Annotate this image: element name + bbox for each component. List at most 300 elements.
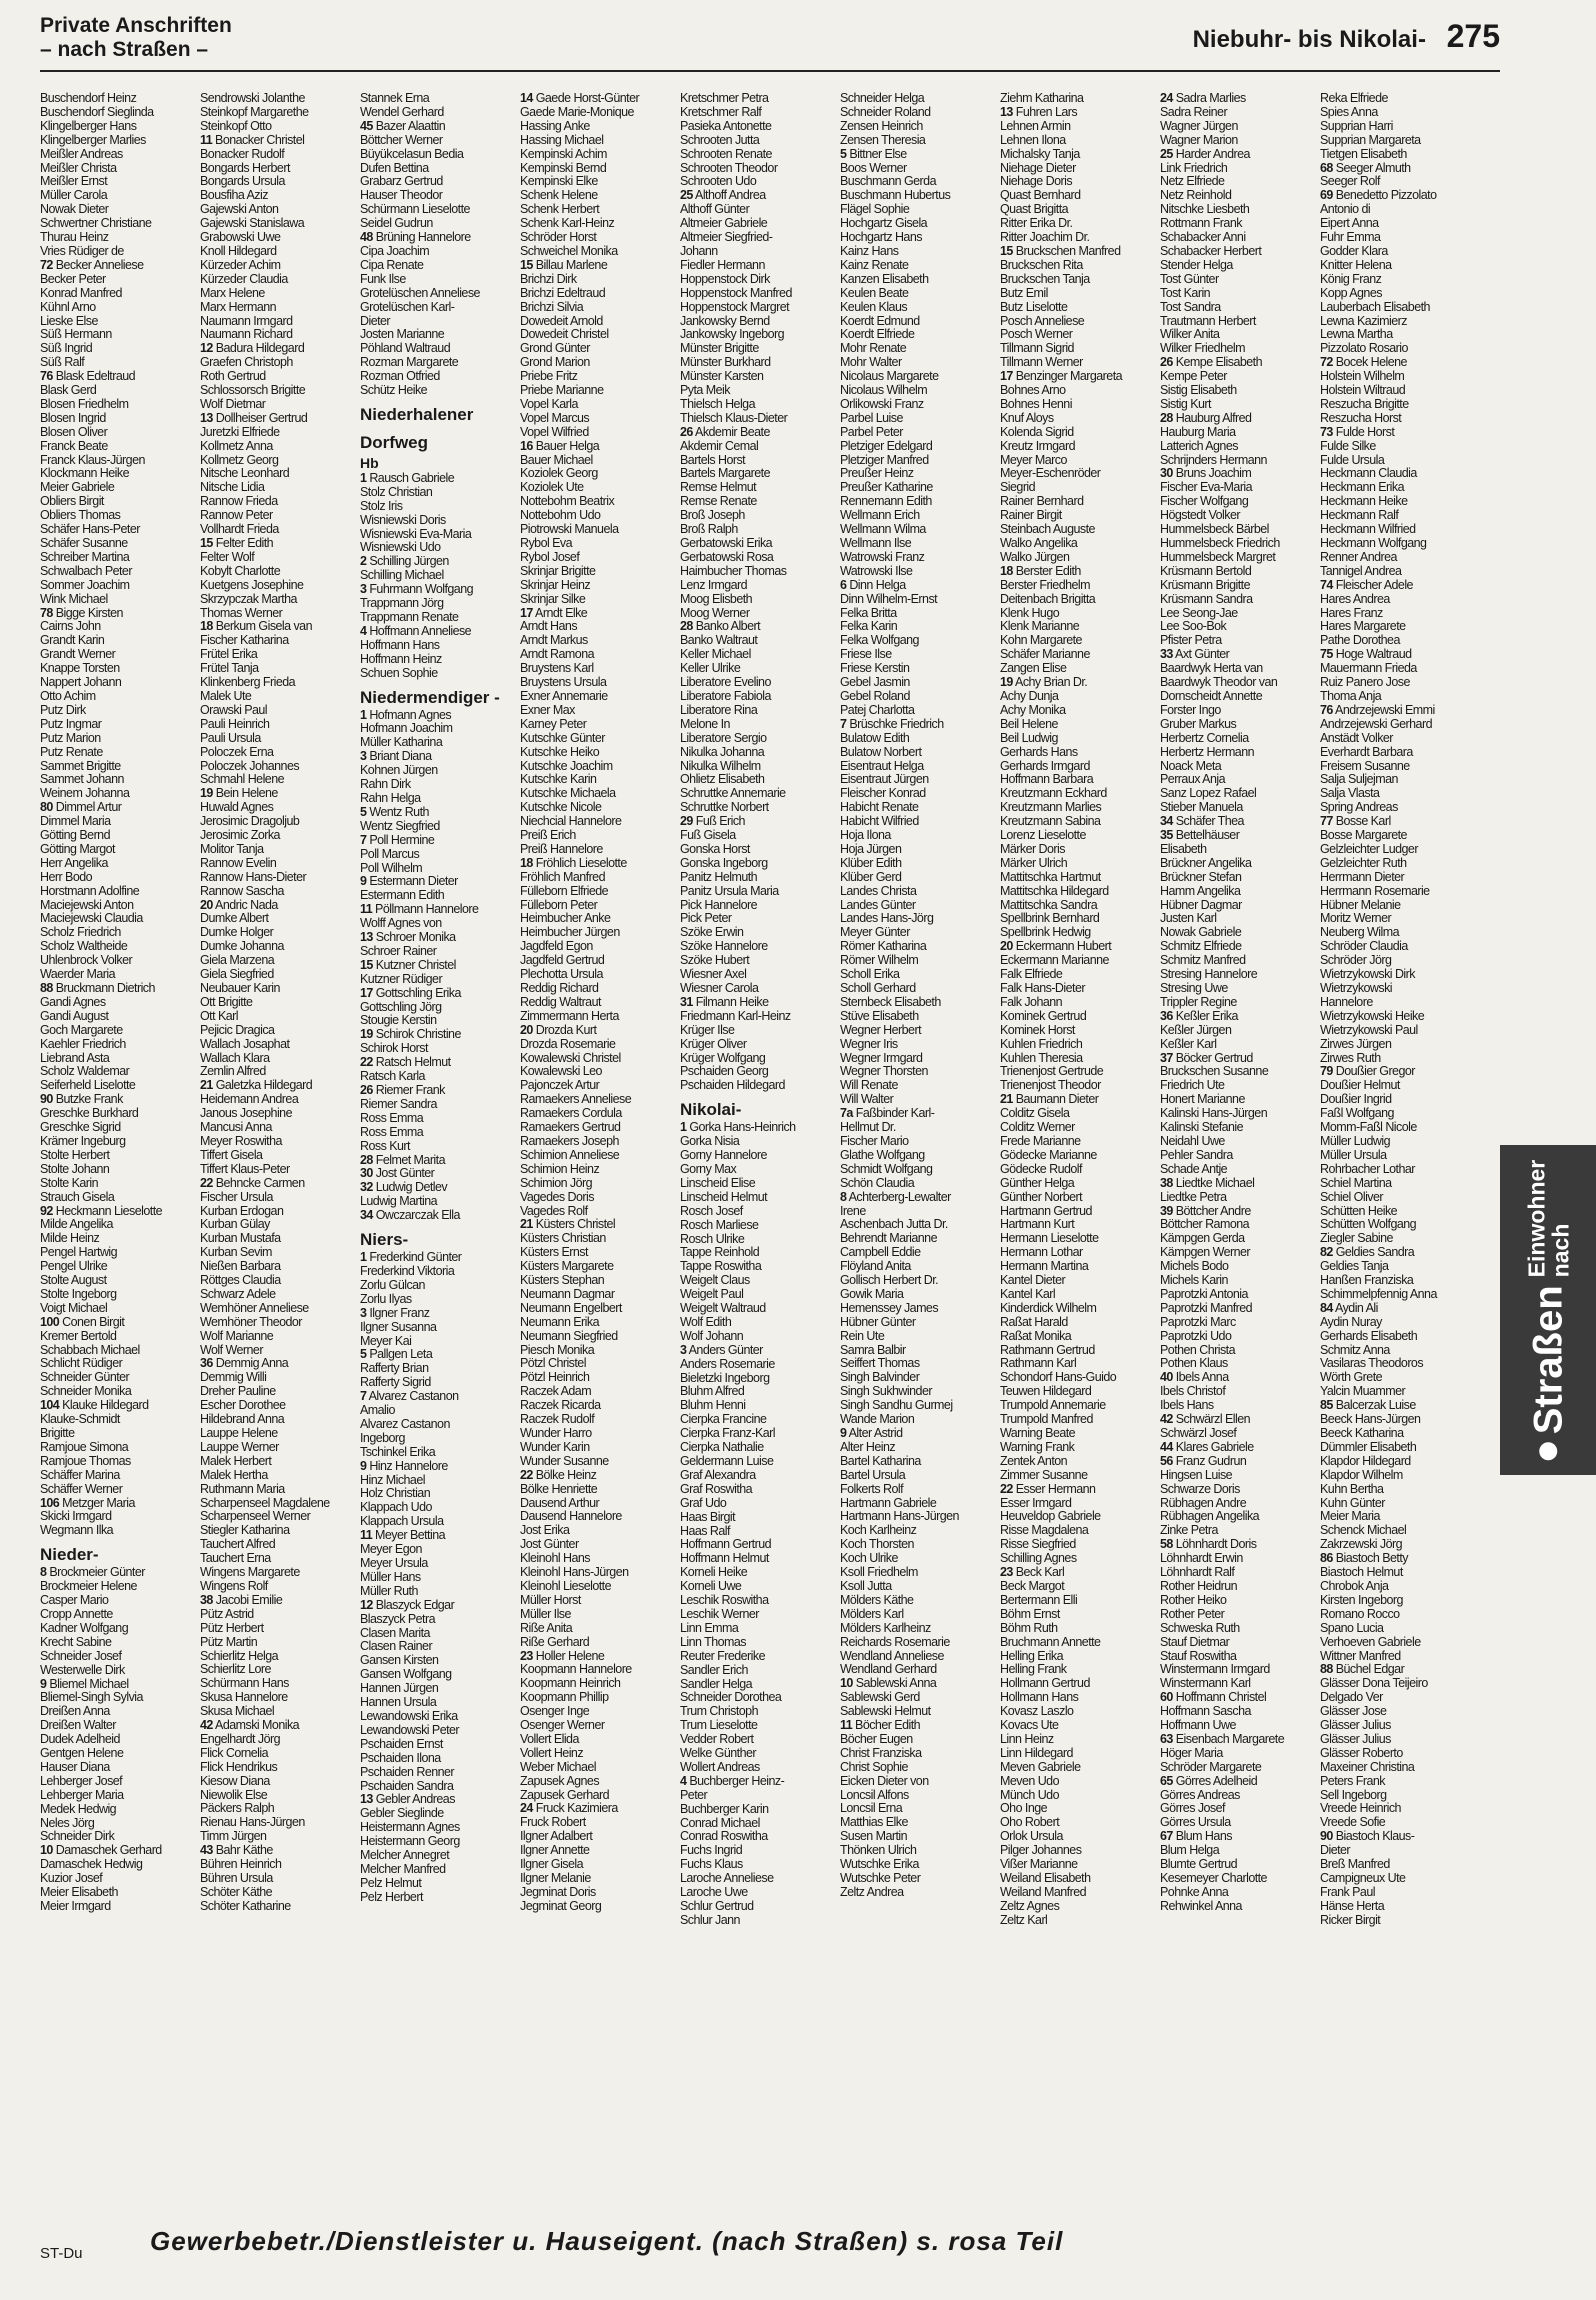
list-item: Hoppenstock Margret xyxy=(680,299,790,314)
list-item: Skrinjar Silke xyxy=(520,591,586,606)
list-item: Wendland Gerhard xyxy=(840,1662,937,1677)
house-number: 15 xyxy=(360,957,373,972)
list-item: Lauppe Helene xyxy=(200,1426,278,1440)
list-item: Schwarze Doris xyxy=(1160,1481,1240,1496)
list-item: Wiesner Carola xyxy=(680,981,759,995)
street-heading: Nikolai- xyxy=(680,1100,742,1120)
list-item: Buschendorf Sieglinda xyxy=(40,104,154,119)
list-item: Thomas Werner xyxy=(200,605,283,620)
list-item: Gelzleichter Ruth xyxy=(1320,855,1407,870)
list-item: Wolf Marianne xyxy=(200,1328,274,1343)
list-item: Süß Ingrid xyxy=(40,341,93,356)
list-item: Meyer-Eschenröder xyxy=(1000,466,1101,481)
list-item: Zeltz Karl xyxy=(1000,1912,1048,1927)
list-item: Stauf Roswitha xyxy=(1160,1648,1237,1663)
list-item: 22 Esser Hermann xyxy=(1000,1481,1096,1496)
list-item: Alter Heinz xyxy=(840,1439,896,1454)
list-item: Giela Marzena xyxy=(200,953,275,968)
list-item: 26 Riemer Frank xyxy=(360,1083,445,1097)
list-item: Seeger Rolf xyxy=(1320,174,1380,189)
list-item: Moritz Werner xyxy=(1320,911,1392,926)
list-item: 12 Blaszyck Edgar xyxy=(360,1597,455,1612)
list-item: Fulde Ursula xyxy=(1320,452,1385,467)
list-item: Ott Karl xyxy=(200,1008,238,1023)
house-number: 3 xyxy=(360,582,367,597)
list-item: Naumann Irmgard xyxy=(200,313,293,328)
list-item: Conrad Roswitha xyxy=(680,1829,768,1844)
list-item: Koziolek Georg xyxy=(520,466,598,481)
list-item: 19 Achy Brian Dr. xyxy=(1000,675,1088,690)
list-item: 3 Anders Günter xyxy=(680,1342,763,1357)
list-item: Meier Elisabeth xyxy=(40,1885,118,1900)
list-item: Hummelsbeck Bärbel xyxy=(1160,522,1269,537)
list-item: 36 Demmig Anna xyxy=(200,1356,289,1371)
list-item: 13 Schroer Monika xyxy=(360,930,456,945)
list-item: Grandt Werner xyxy=(40,647,116,662)
list-item: Conrad Michael xyxy=(680,1815,760,1830)
page-number: 275 xyxy=(1446,18,1500,54)
list-item: Gruber Markus xyxy=(1160,716,1237,731)
list-item: Weiland Manfred xyxy=(1000,1884,1087,1899)
house-number: 22 xyxy=(360,1055,373,1070)
list-item: Pschaiden Sandra xyxy=(360,1778,454,1793)
list-item: Vollert Heinz xyxy=(520,1745,584,1760)
list-item: Matthias Elke xyxy=(840,1815,908,1830)
list-item: 18 Berster Edith xyxy=(1000,563,1081,578)
list-item: Falk Hans-Dieter xyxy=(1000,981,1085,995)
list-item: Münster Brigitte xyxy=(680,341,759,356)
list-item: Mölders Karlheinz xyxy=(840,1620,931,1635)
list-item: Weigelt Paul xyxy=(680,1287,744,1302)
list-item: Preiß Hannelore xyxy=(520,841,603,856)
list-item: Beil Ludwig xyxy=(1000,730,1058,745)
list-item: Bölke Henriette xyxy=(520,1481,598,1496)
list-item: Oho Inge xyxy=(1000,1801,1048,1816)
street-heading: Nieder- xyxy=(40,1545,99,1565)
list-item: 79 Doußier Gregor xyxy=(1320,1064,1415,1079)
list-item: Eipert Anna xyxy=(1320,216,1379,231)
list-item: Klockmann Heike xyxy=(40,466,130,481)
list-item: Görres Josef xyxy=(1160,1801,1225,1816)
list-item: Kremer Bertold xyxy=(40,1328,117,1343)
list-item: Görres Andreas xyxy=(1160,1787,1240,1802)
list-item: Wunder Karin xyxy=(520,1439,590,1454)
list-item: Pohnke Anna xyxy=(1160,1884,1229,1899)
list-item: 67 Blum Hans xyxy=(1160,1829,1232,1844)
list-item: Kempinski Bernd xyxy=(520,160,607,175)
list-item: Wörth Grete xyxy=(1320,1370,1383,1385)
house-number: 26 xyxy=(680,424,693,439)
list-item: Wellmann Wilma xyxy=(840,522,926,537)
list-item: Wendland Anneliese xyxy=(840,1648,944,1663)
list-item: Sadra Reiner xyxy=(1160,104,1228,119)
list-item: Fülleborn Peter xyxy=(520,897,598,912)
list-item: Broß Joseph xyxy=(680,508,745,523)
list-item: Klappach Ursula xyxy=(360,1514,444,1529)
house-number: 11 xyxy=(840,1718,853,1733)
list-item: Johann xyxy=(680,243,718,258)
list-item: 22 Ratsch Helmut xyxy=(360,1055,451,1070)
list-item: Koch Thorsten xyxy=(840,1537,914,1552)
list-item: Koch Karlheinz xyxy=(840,1523,917,1538)
house-number: 9 xyxy=(840,1426,847,1440)
house-number: 86 xyxy=(1320,1551,1333,1566)
list-item: Trautmann Herbert xyxy=(1160,313,1256,328)
list-item: Schreiber Martina xyxy=(40,549,130,564)
list-item: Piesch Monika xyxy=(520,1342,595,1357)
list-item: 80 Dimmel Artur xyxy=(40,800,122,815)
list-item: Rathmann Gertrud xyxy=(1000,1342,1095,1357)
list-item: Hares Margarete xyxy=(1320,619,1406,634)
list-item: Gonska Horst xyxy=(680,841,750,856)
list-item: Müller Ludwig xyxy=(1320,1133,1390,1148)
list-item: Boos Werner xyxy=(840,160,907,175)
list-item: Folkerts Rolf xyxy=(840,1481,904,1496)
list-item: Lehberger Josef xyxy=(40,1773,123,1788)
list-item: Priebe Fritz xyxy=(520,369,578,384)
list-item: Holz Christian xyxy=(360,1486,431,1501)
list-item: Ricker Birgit xyxy=(1320,1912,1381,1927)
house-number: 63 xyxy=(1160,1731,1173,1746)
list-item: Warning Frank xyxy=(1000,1439,1075,1454)
list-item: Cropp Annette xyxy=(40,1606,113,1621)
list-item: Nottebohm Beatrix xyxy=(520,494,615,509)
list-item: 100 Conen Birgit xyxy=(40,1314,125,1329)
list-item: Wolf Dietmar xyxy=(200,396,266,411)
list-item: Gorny Hannelore xyxy=(680,1148,767,1163)
list-item: Günther Helga xyxy=(1000,1175,1075,1190)
list-item: Pauli Ursula xyxy=(200,730,261,745)
house-number: 38 xyxy=(1160,1175,1173,1190)
list-item: 12 Badura Hildegard xyxy=(200,341,305,356)
section-tab-line2: nach xyxy=(1547,1223,1573,1278)
list-item: Lee Seong-Jae xyxy=(1160,605,1238,620)
list-item: Salja Vlasta xyxy=(1320,786,1380,801)
list-item: Butz Emil xyxy=(1000,285,1048,300)
list-item: Kutzner Rüdiger xyxy=(360,971,443,986)
list-item: 86 Biastoch Betty xyxy=(1320,1551,1408,1566)
list-item: Michels Karin xyxy=(1160,1273,1228,1288)
list-item: Huwald Agnes xyxy=(200,800,274,815)
list-item: Wunder Susanne xyxy=(520,1453,609,1468)
list-item: Beeck Katharina xyxy=(1320,1426,1404,1440)
list-item: Neuberg Wilma xyxy=(1320,925,1399,940)
list-item: Schierlitz Lore xyxy=(200,1662,271,1677)
list-item: Krüsmann Bertold xyxy=(1160,563,1252,578)
house-number: 90 xyxy=(40,1092,53,1107)
list-item: Linn Heinz xyxy=(1000,1731,1054,1746)
list-item: Christ Sophie xyxy=(840,1759,908,1774)
list-item: Maciejewski Anton xyxy=(40,897,134,912)
list-item: Helling Frank xyxy=(1000,1662,1067,1677)
header-range xyxy=(1193,18,1500,55)
list-item: Pütz Herbert xyxy=(200,1620,264,1635)
list-item: Exner Max xyxy=(520,702,575,717)
list-item: Schröder Claudia xyxy=(1320,939,1408,954)
house-number: 100 xyxy=(40,1314,60,1329)
list-item: Hares Andrea xyxy=(1320,591,1390,606)
list-item: Schürmann Hans xyxy=(200,1676,289,1691)
list-item: Bluhm Henni xyxy=(680,1398,746,1413)
list-item: 74 Fleischer Adele xyxy=(1320,577,1413,592)
list-item: Kuzior Josef xyxy=(40,1871,103,1886)
list-item: Frederkind Viktoria xyxy=(360,1263,455,1278)
list-item: Wolf Johann xyxy=(680,1328,744,1343)
list-item: Keßler Karl xyxy=(1160,1036,1217,1051)
list-item: Blaszyck Petra xyxy=(360,1611,435,1626)
list-item: 88 Büchel Edgar xyxy=(1320,1662,1405,1677)
house-number: 36 xyxy=(1160,1008,1173,1023)
list-item: Tiffert Gisela xyxy=(200,1147,263,1162)
list-item: Lieske Else xyxy=(40,313,98,328)
list-item: 13 Gebler Andreas xyxy=(360,1792,455,1807)
list-item: 15 Felter Edith xyxy=(200,536,274,550)
list-item: Kowalewski Christel xyxy=(520,1050,621,1065)
house-number: 20 xyxy=(1000,939,1013,954)
list-item: Meyer Egon xyxy=(360,1542,422,1557)
list-item: Pötzl Heinrich xyxy=(520,1370,590,1385)
list-item: Brichzi Silvia xyxy=(520,299,584,314)
list-item: Rannow Peter xyxy=(200,508,273,523)
list-item: Kuhn Günter xyxy=(1320,1495,1385,1510)
section-tab-line3: Straßen xyxy=(1525,1285,1570,1435)
house-number: 32 xyxy=(360,1180,373,1195)
list-item: 8 Achterberg-Lewalter xyxy=(840,1189,951,1204)
list-item: Dornscheidt Annette xyxy=(1160,688,1263,703)
list-item: Schweichel Monika xyxy=(520,243,618,258)
list-item: Stolte Johann xyxy=(40,1161,110,1176)
house-number: 38 xyxy=(200,1592,213,1607)
list-item: Gajewski Stanislawa xyxy=(200,216,305,231)
list-item: Engelhardt Jörg xyxy=(200,1731,281,1746)
list-item: Gansen Kirsten xyxy=(360,1653,439,1668)
list-item: Kobylt Charlotte xyxy=(200,563,281,578)
list-item: Lorenz Lieselotte xyxy=(1000,828,1086,843)
list-item: 90 Butzke Frank xyxy=(40,1092,123,1107)
list-item: Gandi August xyxy=(40,1008,109,1023)
list-item: Pütz Astrid xyxy=(200,1606,254,1621)
list-item: Vollert Elida xyxy=(520,1731,579,1746)
list-item: Wutschke Erika xyxy=(840,1857,919,1872)
list-item: Wentz Siegfried xyxy=(360,818,440,833)
list-item: Moog Elisbeth xyxy=(680,591,753,606)
list-item: 3 Fuhrmann Wolfgang xyxy=(360,582,474,597)
list-item: Scholz Waltheide xyxy=(40,939,128,954)
list-item: Müller Ilse xyxy=(520,1606,571,1621)
list-item: Trumpold Annemarie xyxy=(1000,1398,1106,1413)
list-item: Pelz Helmut xyxy=(360,1875,422,1890)
list-item: Hanßen Franziska xyxy=(1320,1273,1414,1288)
list-item: Meier Gabriele xyxy=(40,480,115,495)
list-item: Schenk Helene xyxy=(520,188,598,203)
list-item: Poll Marcus xyxy=(360,846,420,861)
list-item: Kleinohl Hans xyxy=(520,1551,590,1566)
list-item: Gebel Jasmin xyxy=(840,675,910,690)
house-number: 20 xyxy=(520,1022,533,1037)
list-item: 14 Gaede Horst-Günter xyxy=(520,92,640,105)
list-item: 18 Berkum Gisela van xyxy=(200,619,312,634)
house-number: 76 xyxy=(40,369,53,384)
list-item: Pletziger Edelgard xyxy=(840,438,933,453)
list-item: Samra Balbir xyxy=(840,1342,906,1357)
list-item: Michels Bodo xyxy=(1160,1259,1229,1274)
list-item: Weiland Elisabeth xyxy=(1000,1871,1091,1885)
list-item: 35 Bettelhäuser xyxy=(1160,828,1240,843)
list-item: Clasen Marita xyxy=(360,1625,430,1640)
list-item: Delgado Ver xyxy=(1320,1690,1383,1705)
list-item: Honert Marianne xyxy=(1160,1092,1245,1107)
list-item: Kovacs Ute xyxy=(1000,1718,1059,1733)
list-item: 106 Metzger Maria xyxy=(40,1495,135,1510)
list-item: Kämpgen Gerda xyxy=(1160,1231,1245,1246)
list-item: Pschaiden Ilona xyxy=(360,1750,441,1765)
list-item: Tschinkel Erika xyxy=(360,1444,436,1459)
list-item: 77 Bosse Karl xyxy=(1320,814,1391,829)
list-item: Böttcher Werner xyxy=(360,132,443,147)
house-number: 35 xyxy=(1160,828,1173,843)
list-item: Zensen Heinrich xyxy=(840,118,923,133)
list-item: Milde Angelika xyxy=(40,1217,113,1232)
list-item: Ilgner Annette xyxy=(520,1843,590,1858)
list-item: Spellbrink Hedwig xyxy=(1000,925,1091,940)
list-item: Kanzen Elisabeth xyxy=(840,271,929,286)
list-item: Fuchs Ingrid xyxy=(680,1843,743,1858)
list-item: Hübner Dagmar xyxy=(1160,897,1242,912)
list-item: Vreede Sofie xyxy=(1320,1815,1386,1830)
list-item: Weigelt Claus xyxy=(680,1273,750,1288)
house-number: 34 xyxy=(1160,814,1173,829)
list-item: Gorka Nisia xyxy=(680,1134,740,1149)
list-item: Neumann Erika xyxy=(520,1314,600,1329)
list-item: Süß Ralf xyxy=(40,355,85,370)
list-item: Brichzi Edeltraud xyxy=(520,285,606,300)
list-item: Schlur Jann xyxy=(680,1912,740,1927)
list-item: Meier Irmgard xyxy=(40,1899,111,1913)
list-item: Knitter Helena xyxy=(1320,257,1392,272)
house-number: 9 xyxy=(40,1676,47,1691)
list-item: Buschmann Gerda xyxy=(840,174,936,189)
house-number: 8 xyxy=(40,1565,47,1580)
list-item: Casper Mario xyxy=(40,1593,109,1608)
list-item: Pfister Petra xyxy=(1160,633,1222,648)
list-item: Löhnhardt Erwin xyxy=(1160,1551,1243,1566)
list-item: Schöter Katharine xyxy=(200,1898,291,1913)
list-item: Schilling Agnes xyxy=(1000,1551,1077,1566)
list-item: Obliers Birgit xyxy=(40,494,104,509)
list-item: Weigelt Waltraud xyxy=(680,1301,766,1316)
list-item: Paprotzki Antonia xyxy=(1160,1286,1248,1301)
list-item: Hoffmann Sascha xyxy=(1160,1704,1251,1719)
list-item: Nitsche Lidia xyxy=(200,480,265,495)
list-item: 20 Drozda Kurt xyxy=(520,1022,597,1037)
list-item: Meven Udo xyxy=(1000,1773,1059,1788)
house-number: 1 xyxy=(360,1250,367,1265)
page-header xyxy=(40,14,1500,72)
list-item: Banko Waltraut xyxy=(680,633,758,648)
list-item: Meißler Andreas xyxy=(40,146,123,161)
list-item: Götting Bernd xyxy=(40,828,110,843)
list-item: Risse Siegfried xyxy=(1000,1537,1076,1552)
list-item: Meyer Marco xyxy=(1000,452,1067,467)
list-item: Kolenda Sigrid xyxy=(1000,424,1074,439)
list-item: Dumke Holger xyxy=(200,925,274,940)
list-item: 56 Franz Gudrun xyxy=(1160,1453,1247,1468)
list-item: Scholl Erika xyxy=(840,967,900,982)
list-item: 72 Becker Anneliese xyxy=(40,257,144,272)
house-number: 43 xyxy=(200,1843,213,1858)
list-item: Heidemann Andrea xyxy=(200,1092,299,1107)
list-item: Krüger Ilse xyxy=(680,1022,735,1037)
list-item: 13 Fuhren Lars xyxy=(1000,104,1078,119)
house-number: 13 xyxy=(360,1792,373,1807)
list-item: Drozda Rosemarie xyxy=(520,1036,616,1051)
list-item: Kreutz Irmgard xyxy=(1000,438,1075,453)
list-item: Meyer Ursula xyxy=(360,1556,428,1570)
list-item: Szöke Hubert xyxy=(680,953,750,968)
list-item: Scholl Gerhard xyxy=(840,981,916,995)
list-item: Münster Karsten xyxy=(680,369,764,384)
list-item: 7a Faßbinder Karl- xyxy=(840,1106,935,1121)
list-item: Habicht Renate xyxy=(840,800,919,815)
list-item: Flick Hendrikus xyxy=(200,1759,278,1774)
list-item: Kurban Sevim xyxy=(200,1245,272,1260)
list-item: Flick Cornelia xyxy=(200,1745,269,1760)
list-item: Ilgner Melanie xyxy=(520,1871,591,1885)
list-item: Bonacker Rudolf xyxy=(200,146,285,161)
list-item: Klüber Gerd xyxy=(840,869,902,884)
list-item: Blosen Ingrid xyxy=(40,410,106,425)
house-number: 85 xyxy=(1320,1398,1333,1413)
list-item: Seiffert Thomas xyxy=(840,1356,920,1371)
list-item: Hollmann Hans xyxy=(1000,1690,1079,1705)
section-tab xyxy=(1500,1145,1596,1475)
list-item: Paprotzki Marc xyxy=(1160,1314,1236,1329)
list-item: Haas Birgit xyxy=(680,1509,736,1524)
list-item: Kempe Peter xyxy=(1160,369,1227,384)
list-item: Siegrid xyxy=(1000,480,1036,495)
list-item: 82 Geldies Sandra xyxy=(1320,1245,1415,1260)
list-item: Damaschek Hedwig xyxy=(40,1857,143,1872)
list-item: Herr Bodo xyxy=(40,869,93,884)
list-item: Rahn Helga xyxy=(360,790,421,805)
list-item: Schneider Dorothea xyxy=(680,1690,782,1705)
list-item: 17 Arndt Elke xyxy=(520,605,588,620)
list-item: Tappe Reinhold xyxy=(680,1245,760,1260)
list-item: Stolz Christian xyxy=(360,484,433,499)
list-item: Hauser Theodor xyxy=(360,188,443,203)
list-item: 43 Bahr Käthe xyxy=(200,1843,273,1858)
list-item: 5 Pallgen Leta xyxy=(360,1347,433,1362)
list-item: Rannow Frieda xyxy=(200,494,278,509)
list-item: Haimbucher Thomas xyxy=(680,563,787,578)
list-item: Stolte Herbert xyxy=(40,1147,110,1162)
list-item: Schütten Heike xyxy=(1320,1203,1398,1218)
list-item: Mauermann Frieda xyxy=(1320,661,1417,676)
list-item: Gaede Marie-Monique xyxy=(520,104,634,119)
list-item: Trienenjost Gertrude xyxy=(1000,1064,1104,1079)
list-item: Wilker Anita xyxy=(1160,327,1220,342)
list-item: Ziehm Katharina xyxy=(1000,92,1084,105)
list-item: Putz Marion xyxy=(40,730,101,745)
list-item: Justen Karl xyxy=(1160,911,1217,926)
list-item: Günther Norbert xyxy=(1000,1189,1083,1204)
list-item: 39 Böttcher Andre xyxy=(1160,1203,1251,1218)
list-item: Falk Johann xyxy=(1000,994,1063,1009)
list-item: Liberatore Fabiola xyxy=(680,688,771,703)
list-item: Steinkopf Margarethe xyxy=(200,104,309,119)
list-item: Exner Annemarie xyxy=(520,688,608,703)
list-item: Melone In xyxy=(680,716,730,731)
